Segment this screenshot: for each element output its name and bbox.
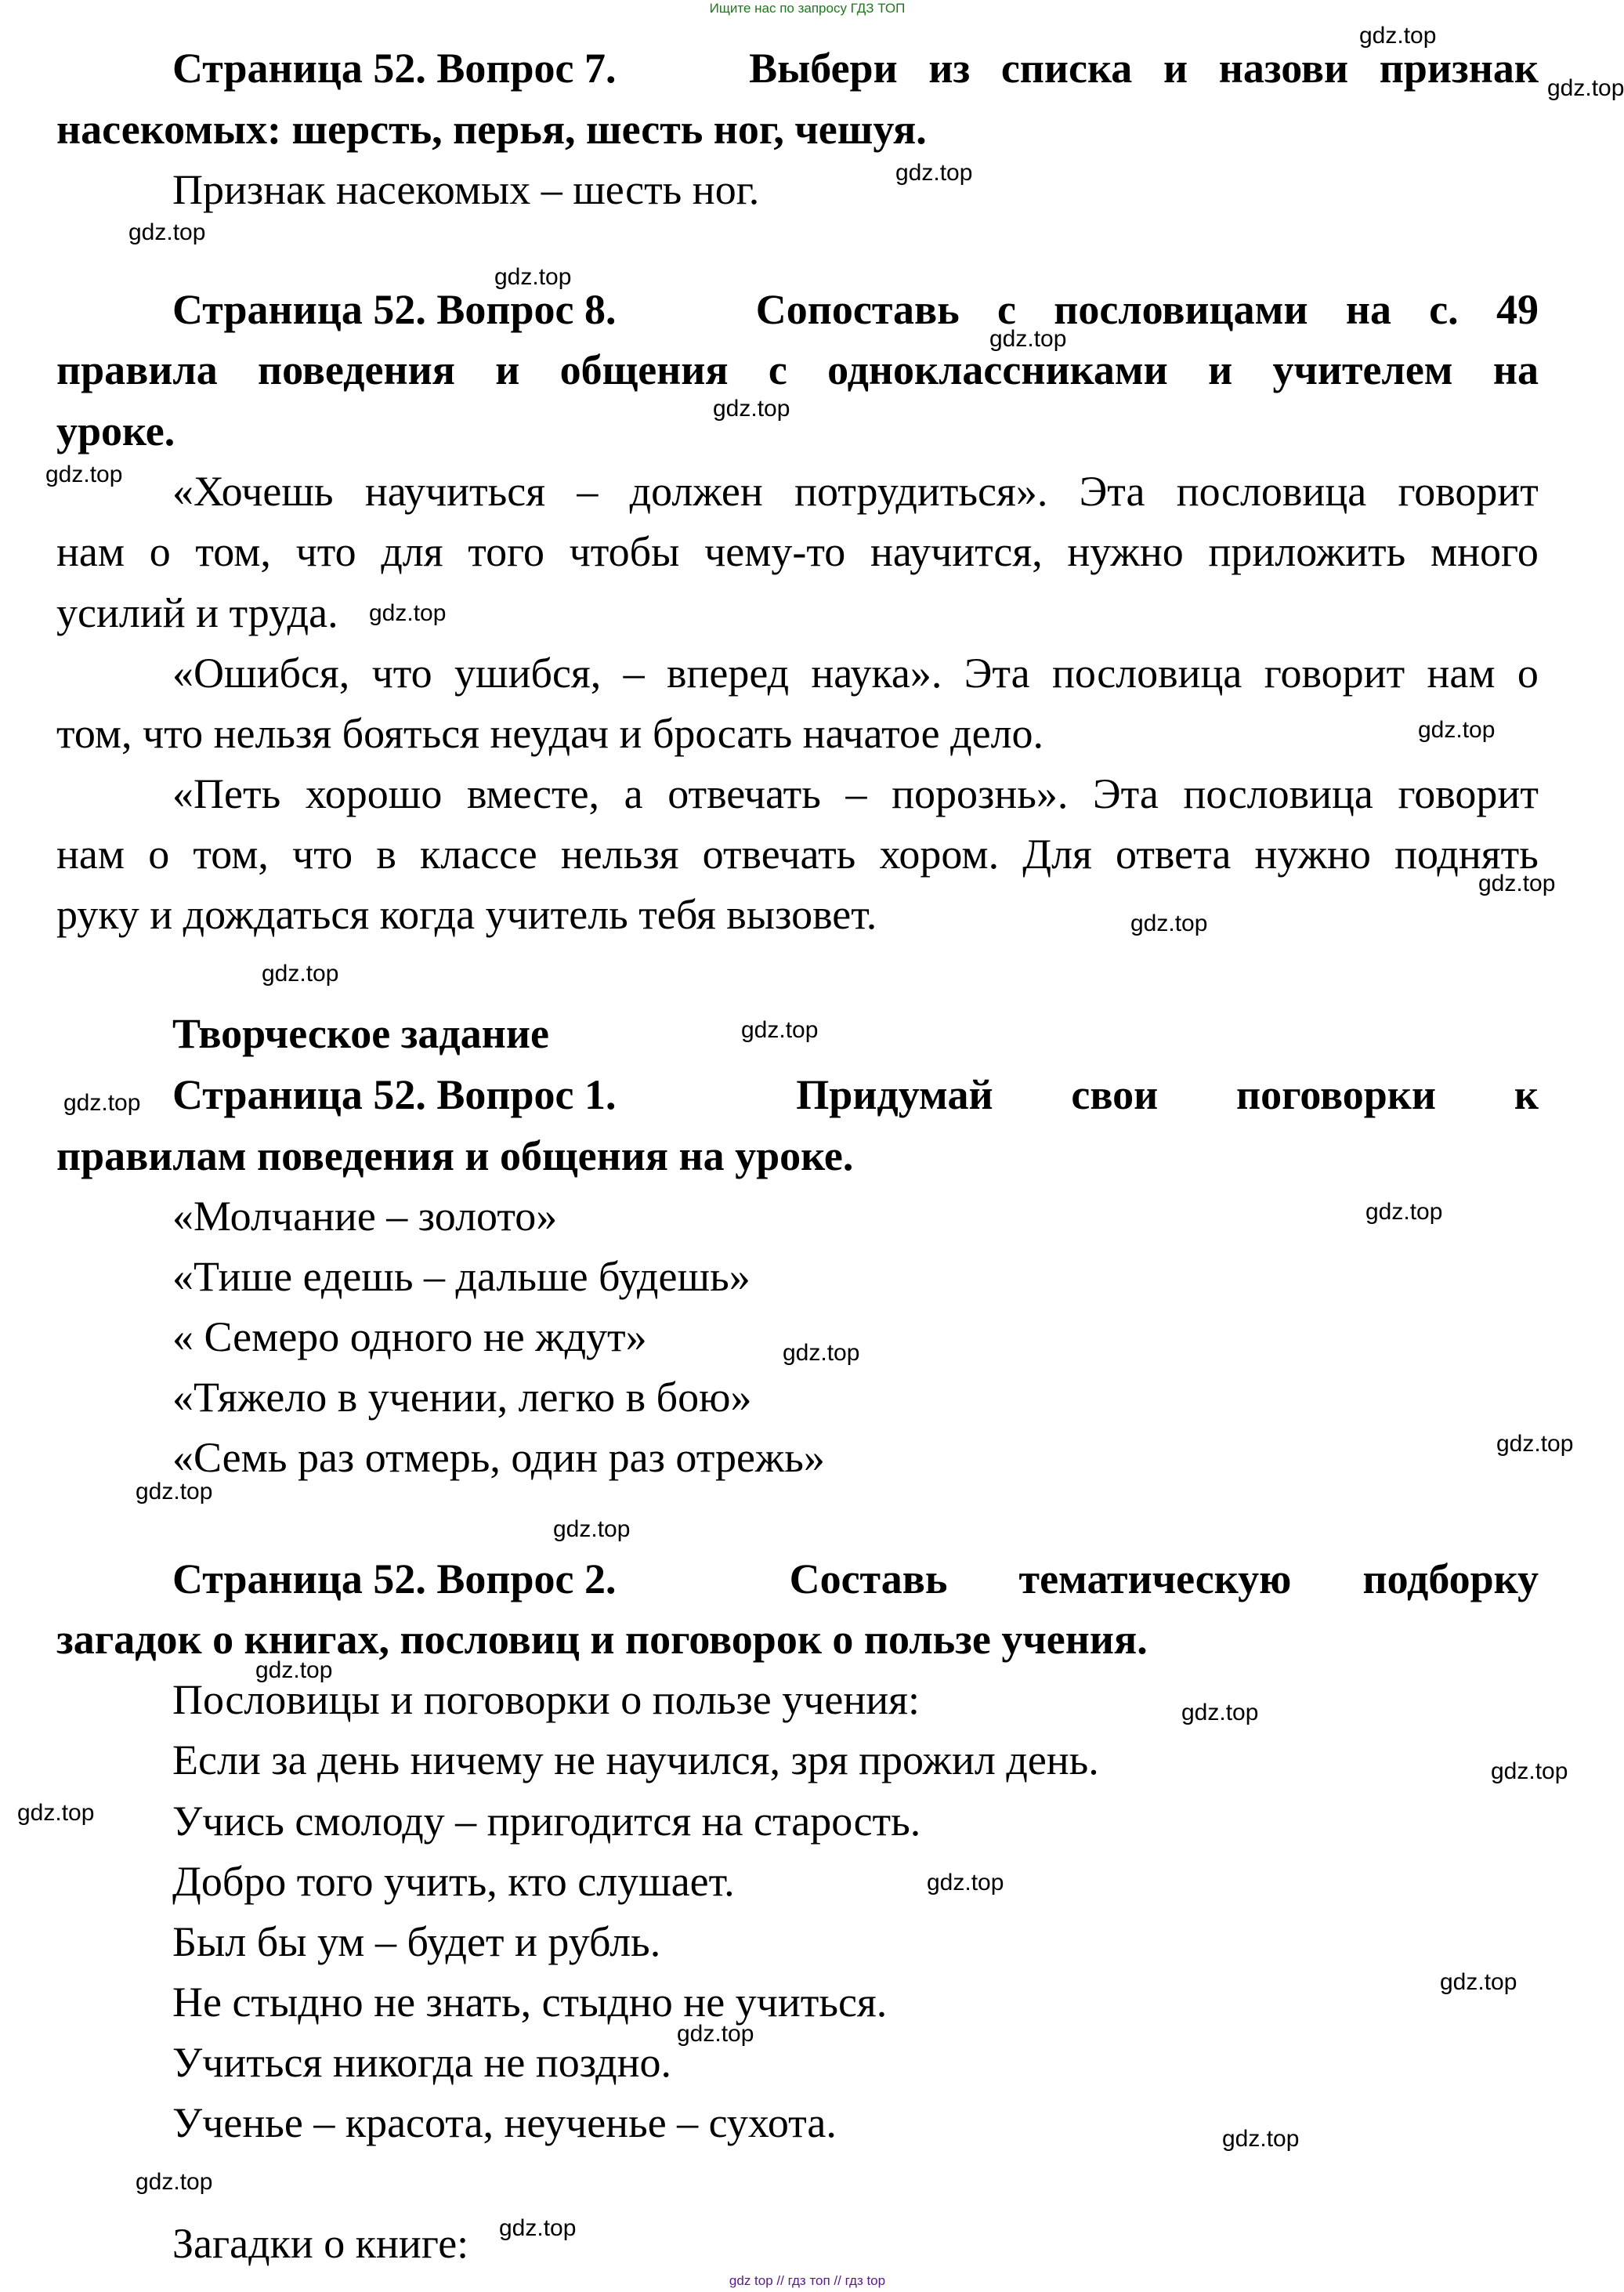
- q8-prompt-word: с: [768, 346, 787, 393]
- word: нужно: [1254, 831, 1371, 878]
- saying-item: « Семеро одного не ждут»: [172, 1313, 647, 1360]
- word: –: [623, 650, 645, 697]
- word: вперед: [666, 650, 790, 697]
- word: того: [468, 528, 544, 575]
- watermark: gdz.top: [136, 2169, 213, 2195]
- word: том,: [193, 831, 269, 878]
- word: отвечать: [702, 831, 856, 878]
- word: приложить: [1208, 528, 1406, 575]
- word: что: [371, 650, 432, 697]
- word: научиться: [364, 468, 546, 515]
- word: хором.: [879, 831, 1000, 878]
- watermark: gdz.top: [1491, 1758, 1568, 1784]
- saying-item: «Тяжело в учении, легко в бою»: [172, 1374, 752, 1421]
- word: –: [577, 468, 599, 515]
- q8-prompt-word: на: [1345, 286, 1391, 333]
- word: говорит: [1264, 650, 1405, 697]
- word: чему-то: [704, 528, 846, 575]
- watermark: gdz.top: [895, 160, 973, 186]
- q7-prompt-word: списка: [1000, 45, 1133, 92]
- watermark: gdz.top: [128, 219, 206, 245]
- riddles-title: Загадки о книге:: [172, 2220, 469, 2267]
- word: говорит: [1398, 468, 1539, 515]
- word: –: [845, 770, 867, 817]
- word: Эта: [964, 650, 1030, 697]
- watermark: gdz.top: [136, 1479, 213, 1504]
- watermark: gdz.top: [1365, 1199, 1443, 1225]
- word: «Хочешь: [172, 468, 334, 515]
- word: наука».: [811, 650, 942, 697]
- q8-prompt-line-3: уроке.: [56, 407, 175, 454]
- top-banner-link[interactable]: Ищите нас по запросу ГДЗ ТОП: [709, 1, 906, 16]
- watermark: gdz.top: [1478, 871, 1556, 896]
- word: нельзя: [560, 831, 679, 878]
- creative-q1-heading: Страница 52. Вопрос 1.: [172, 1071, 617, 1118]
- watermark: gdz.top: [1547, 75, 1624, 101]
- q8-prompt-word: одноклассниками: [827, 346, 1168, 393]
- word: нужно: [1067, 528, 1184, 575]
- q7-heading: Страница 52. Вопрос 7.: [172, 45, 617, 92]
- watermark: gdz.top: [741, 1017, 819, 1043]
- watermark: gdz.top: [1418, 717, 1496, 743]
- q8-prompt-word: учителем: [1272, 346, 1453, 393]
- prompt-word: свои: [1071, 1071, 1159, 1118]
- watermark: gdz.top: [989, 326, 1067, 352]
- q8-prompt-line-2: [56, 345, 1539, 395]
- creative-q2-prompt-continued: загадок о книгах, пословиц и поговорок о пользе учения.: [56, 1616, 1148, 1663]
- proverb-item: Был бы ум – будет и рубль.: [172, 1918, 661, 1965]
- word: говорит: [1398, 770, 1539, 817]
- q8-prompt-word: и: [495, 346, 520, 393]
- q7-prompt-word: назови: [1218, 45, 1349, 92]
- word: что: [295, 528, 356, 575]
- creative-q2-heading: Страница 52. Вопрос 2.: [172, 1555, 617, 1602]
- q8-proverb-3-line-1: [172, 769, 1539, 819]
- proverb-item: Не стыдно не знать, стыдно не учиться.: [172, 1979, 888, 2026]
- word: поднять: [1394, 831, 1539, 878]
- word: ответа: [1116, 831, 1232, 878]
- q8-heading: Страница 52. Вопрос 8.: [172, 286, 617, 333]
- watermark: gdz.top: [499, 2215, 577, 2241]
- word: пословица: [1051, 650, 1242, 697]
- word: чтобы: [569, 528, 680, 575]
- proverb-item: Учиться никогда не поздно.: [172, 2039, 672, 2086]
- q7-prompt-word: и: [1163, 45, 1188, 92]
- creative-q1-title-line: [172, 1070, 1539, 1120]
- q8-prompt-word: 49: [1496, 286, 1539, 333]
- proverb-item: Ученье – красота, неученье – сухота.: [172, 2099, 837, 2146]
- watermark: gdz.top: [17, 1800, 95, 1826]
- watermark: gdz.top: [255, 1657, 333, 1683]
- watermark: gdz.top: [1222, 2126, 1300, 2152]
- word: пословица: [1176, 468, 1367, 515]
- proverb-item: Добро того учить, кто слушает.: [172, 1858, 735, 1905]
- q8-prompt-word: с: [997, 286, 1016, 333]
- q8-proverb-3-line-2: [56, 829, 1539, 879]
- q7-answer: Признак насекомых – шесть ног.: [172, 166, 760, 213]
- watermark: gdz.top: [369, 600, 447, 626]
- word: нам: [56, 528, 125, 575]
- word: классе: [419, 831, 537, 878]
- footer-links[interactable]: gdz top // гдз топ // гдз top: [729, 2273, 886, 2288]
- word: о: [148, 831, 170, 878]
- q8-prompt-word: общения: [559, 346, 729, 393]
- word: «Ошибся,: [172, 650, 350, 697]
- watermark: gdz.top: [1181, 1700, 1259, 1725]
- prompt-word: к: [1514, 1071, 1539, 1118]
- word: потрудиться».: [794, 468, 1048, 515]
- word: нам: [56, 831, 125, 878]
- word: о: [149, 528, 171, 575]
- saying-item: «Тише едешь – дальше будешь»: [172, 1253, 751, 1300]
- watermark: gdz.top: [1359, 23, 1437, 49]
- creative-task-title: Творческое задание: [172, 1010, 549, 1057]
- watermark: gdz.top: [45, 462, 123, 487]
- prompt-word: тематическую: [1018, 1555, 1292, 1602]
- watermark: gdz.top: [677, 2021, 754, 2047]
- q7-prompt-word: из: [928, 45, 971, 92]
- proverb-item: Если за день ничему не научился, зря прожил день.: [172, 1736, 1099, 1783]
- watermark: gdz.top: [262, 961, 339, 987]
- q8-proverb-1-line-1: [172, 466, 1539, 516]
- prompt-word: Придумай: [796, 1071, 993, 1118]
- saying-item: «Семь раз отмерь, один раз отрежь»: [172, 1434, 825, 1481]
- q8-proverb-1-line-2: [56, 527, 1539, 577]
- word: что: [292, 831, 353, 878]
- watermark: gdz.top: [63, 1090, 141, 1116]
- word: том,: [195, 528, 271, 575]
- q7-prompt-word: Выбери: [749, 45, 898, 92]
- word: нам: [1427, 650, 1496, 697]
- q7-prompt-word: признак: [1379, 45, 1539, 92]
- word: Для: [1022, 831, 1092, 878]
- q8-proverb-3-line-3: руку и дождаться когда учитель тебя вызовет.: [56, 891, 877, 938]
- word: должен: [629, 468, 763, 515]
- watermark: gdz.top: [1440, 1969, 1517, 1995]
- watermark: gdz.top: [1496, 1431, 1574, 1457]
- watermark: gdz.top: [1130, 911, 1208, 936]
- watermark: gdz.top: [783, 1340, 860, 1366]
- q8-proverb-2-line-2: том, что нельзя бояться неудач и бросать начатое дело.: [56, 710, 1044, 757]
- q8-prompt-word: с.: [1429, 286, 1459, 333]
- word: для: [381, 528, 443, 575]
- word: порознь».: [892, 770, 1069, 817]
- word: «Петь: [172, 770, 281, 817]
- creative-q2-title-line: [172, 1554, 1539, 1604]
- word: ушибся,: [454, 650, 602, 697]
- q8-prompt-word: и: [1208, 346, 1233, 393]
- watermark: gdz.top: [927, 1870, 1004, 1896]
- word: отвечать: [667, 770, 821, 817]
- watermark: gdz.top: [713, 396, 790, 422]
- q8-proverb-1-line-3: усилий и труда.: [56, 589, 338, 636]
- proverb-item: Учись смолоду – пригодится на старость.: [172, 1798, 921, 1845]
- q8-prompt-word: поведения: [258, 346, 455, 393]
- prompt-word: подборку: [1362, 1555, 1539, 1602]
- proverbs-title: Пословицы и поговорки о пользе учения:: [172, 1676, 921, 1723]
- word: много: [1430, 528, 1539, 575]
- saying-item: «Молчание – золото»: [172, 1193, 558, 1240]
- word: Эта: [1092, 770, 1159, 817]
- q8-title-line: [172, 284, 1539, 335]
- watermark: gdz.top: [553, 1516, 631, 1542]
- word: о: [1517, 650, 1539, 697]
- word: в: [376, 831, 396, 878]
- q8-prompt-word: на: [1492, 346, 1539, 393]
- prompt-word: Составь: [789, 1555, 948, 1602]
- q8-prompt-word: пословицами: [1054, 286, 1308, 333]
- q8-prompt-word: Сопоставь: [755, 286, 960, 333]
- word: пословица: [1183, 770, 1373, 817]
- creative-q1-prompt-continued: правилам поведения и общения на уроке.: [56, 1132, 854, 1179]
- word: вместе,: [466, 770, 600, 817]
- q7-title-line: [172, 43, 1539, 93]
- word: Эта: [1079, 468, 1145, 515]
- q7-prompt-continued: насекомых: шерсть, перья, шесть ног, чешуя.: [56, 106, 927, 153]
- q8-proverb-2-line-1: [172, 648, 1539, 698]
- word: научится,: [870, 528, 1043, 575]
- watermark: gdz.top: [494, 264, 572, 290]
- word: хорошо: [305, 770, 443, 817]
- prompt-word: поговорки: [1236, 1071, 1437, 1118]
- q8-prompt-word: правила: [56, 346, 218, 393]
- word: а: [624, 770, 643, 817]
